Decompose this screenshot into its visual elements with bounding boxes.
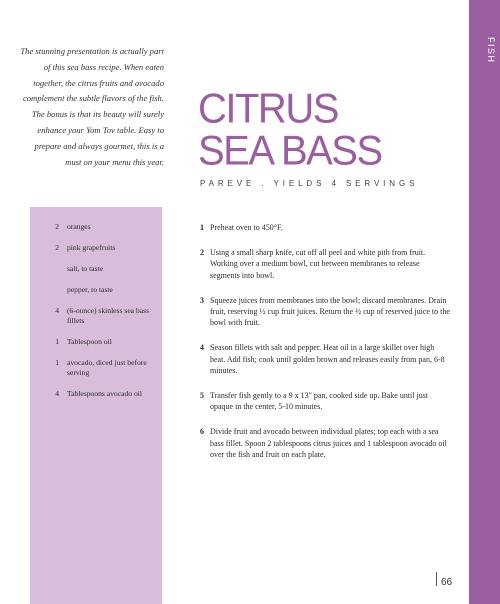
ingredient-item bbox=[30, 222, 162, 232]
page-number: 99 bbox=[441, 575, 453, 586]
step-number: 6 bbox=[200, 427, 204, 437]
ingredient-quantity: 1 bbox=[55, 358, 59, 367]
ingredient-name: pink grapefruits bbox=[67, 243, 116, 252]
ingredient-quantity: 2 bbox=[55, 243, 59, 252]
step-text: Preheat oven to 450°F. bbox=[210, 223, 283, 232]
step-number: 1 bbox=[200, 223, 204, 232]
step-text: Divide fruit and avocado between individual plates; top each with a sea bass fillet. Spoon 2 tablespoons citrus juices and 1 tablespoon avocado oil over the fish and fruit on each plate. bbox=[210, 427, 447, 459]
ingredient-item bbox=[30, 306, 162, 326]
ingredients-list bbox=[30, 222, 162, 410]
instruction-step bbox=[200, 247, 450, 281]
ingredient-name: Tablespoon oil bbox=[67, 337, 112, 346]
ingredient-item bbox=[30, 285, 162, 295]
instruction-step bbox=[200, 295, 450, 329]
instruction-step bbox=[200, 390, 450, 412]
recipe-title-line-2: SEA BASS bbox=[198, 127, 382, 175]
ingredient-name: (6-ounce) skinless sea bass fillets bbox=[67, 306, 150, 325]
ingredient-name: Tablespoons avocado oil bbox=[67, 389, 142, 398]
instruction-step bbox=[200, 342, 450, 376]
ingredient-quantity: 4 bbox=[55, 389, 59, 398]
step-number: 4 bbox=[200, 343, 204, 353]
ingredient-name: avocado, diced just before serving bbox=[67, 358, 147, 377]
ingredient-quantity bbox=[30, 285, 67, 295]
section-tab-bar bbox=[469, 0, 500, 604]
step-text: Using a small sharp knife, cut off all peel and white pith from fruit. Working over a medium bowl, cut between membranes to release segments into bowl. bbox=[210, 248, 426, 280]
intro-paragraph: The stunning presentation is actually part of this sea bass recipe. When eaten together, the citrus fruits and avocado complement the subtle flavors of the fish. The bonus is that its beauty will surely enhance your Yom Tov table. Easy to prepare and always gourmet, this is a must on your menu this year. bbox=[20, 46, 164, 167]
ingredient-quantity bbox=[30, 264, 67, 274]
ingredient-quantity: 2 bbox=[55, 222, 59, 231]
ingredient-name: salt, to taste bbox=[67, 264, 104, 273]
recipe-title-line-1: CITRUS bbox=[198, 85, 338, 133]
instruction-step bbox=[200, 222, 450, 233]
ingredient-name: pepper, to taste bbox=[67, 285, 113, 294]
step-text: Squeeze juices from membranes into the bowl; discard membranes. Drain fruit, reserving ½ cup fruit juices. Return the ½ cup of reserved juice to the bowl with fruit. bbox=[210, 295, 450, 328]
ingredient-quantity: 4 bbox=[55, 306, 59, 315]
recipe-title bbox=[198, 85, 448, 175]
ingredient-quantity: 1 bbox=[55, 337, 59, 346]
step-text: Season fillets with salt and pepper. Heat oil in a large skillet over high heat. Add fish; cook until golden brown and releases easily from pan, 6-8 minutes. bbox=[210, 343, 445, 375]
ingredient-item bbox=[30, 264, 162, 274]
ingredient-item bbox=[30, 337, 162, 347]
ingredient-item bbox=[30, 389, 162, 399]
instruction-step bbox=[200, 426, 450, 460]
recipe-subtitle: PAREVE . YIELDS 4 SERVINGS bbox=[200, 179, 419, 188]
step-text: Transfer fish gently to a 9 x 13" pan, cooked side up. Bake until just opaque in the center, 5-10 minutes. bbox=[210, 391, 429, 412]
step-number: 3 bbox=[200, 295, 204, 305]
step-number: 5 bbox=[200, 391, 204, 401]
ingredient-item bbox=[30, 243, 162, 253]
instructions-list bbox=[200, 222, 450, 474]
ingredient-name: oranges bbox=[67, 222, 91, 231]
section-tab-label: FISH bbox=[486, 36, 496, 64]
step-number: 2 bbox=[200, 248, 204, 258]
ingredient-item bbox=[30, 358, 162, 378]
page-number-divider bbox=[436, 572, 437, 586]
